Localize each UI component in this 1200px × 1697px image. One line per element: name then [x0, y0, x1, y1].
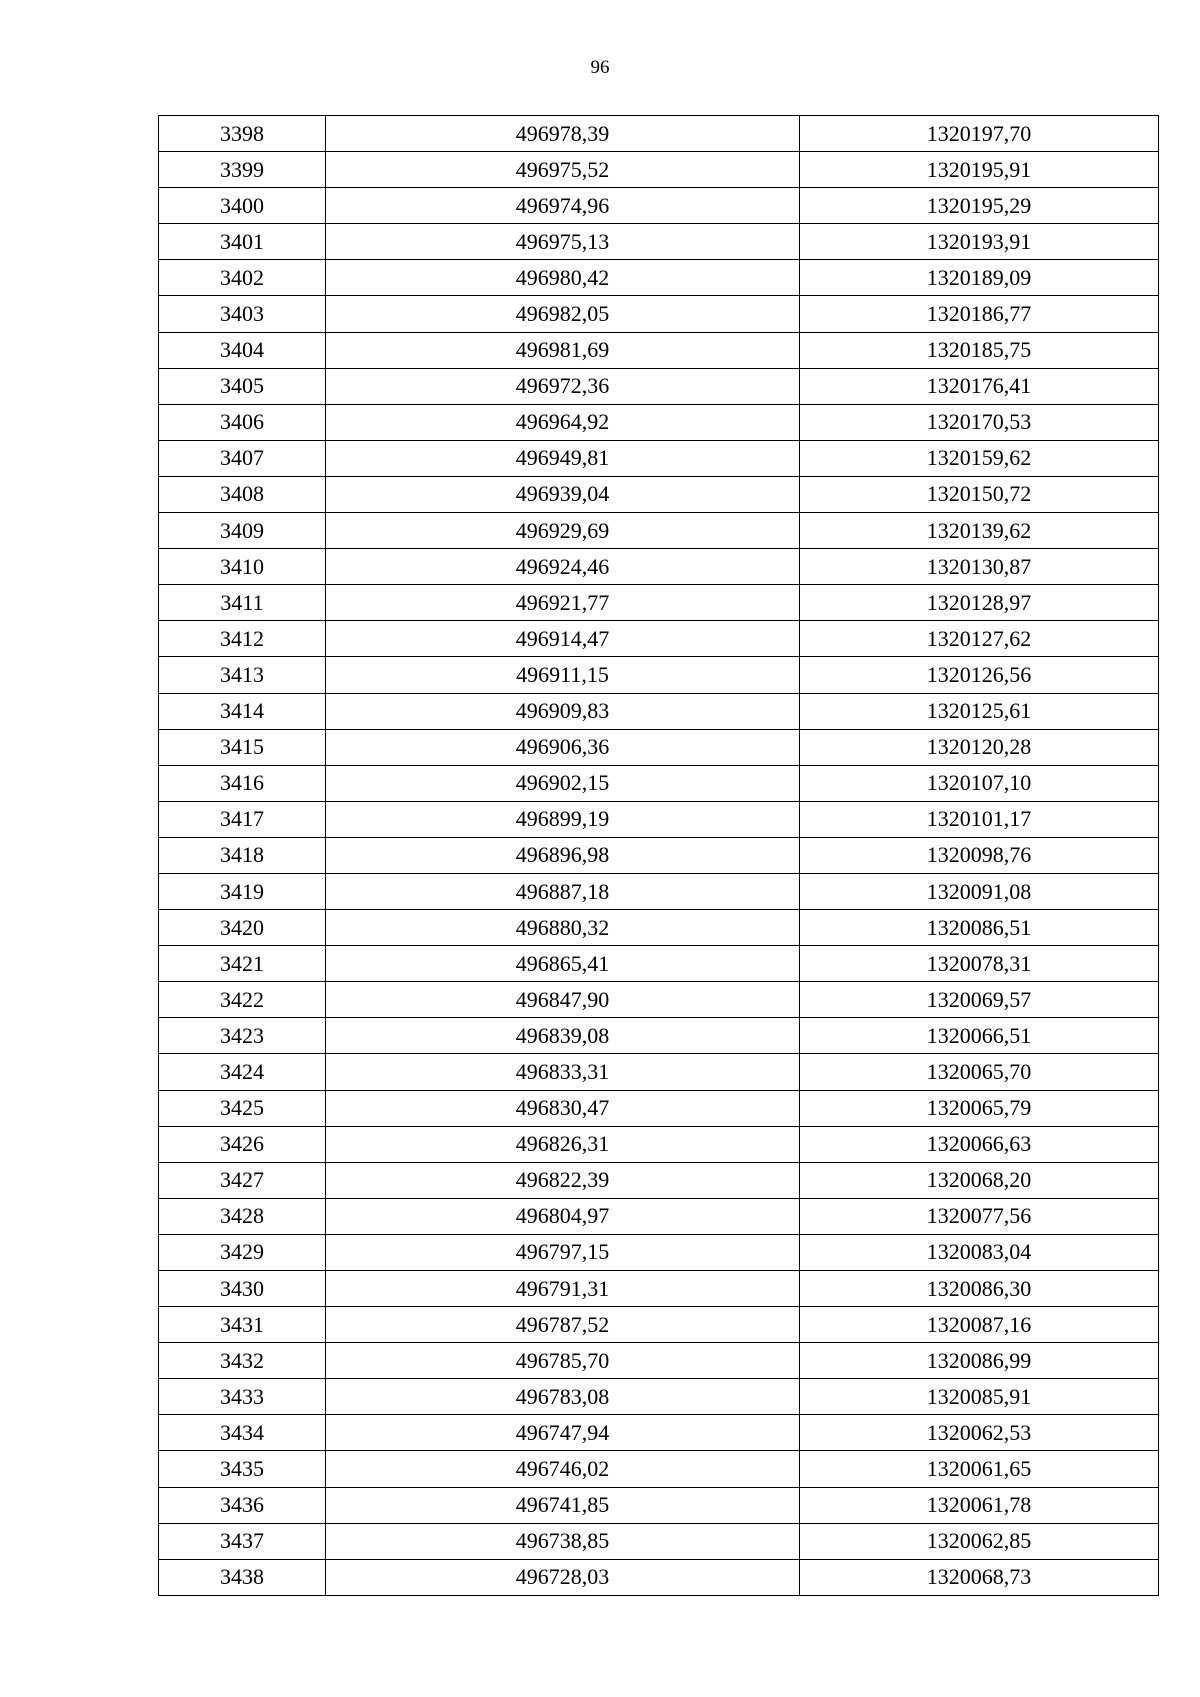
x-coordinate-cell: 496791,31	[326, 1271, 800, 1307]
y-coordinate-cell: 1320066,63	[800, 1126, 1159, 1162]
point-number-cell: 3415	[159, 729, 326, 765]
table-row	[159, 224, 1159, 260]
table-row	[159, 332, 1159, 368]
y-coordinate-cell: 1320065,79	[800, 1090, 1159, 1126]
point-number-cell: 3417	[159, 801, 326, 837]
y-coordinate-cell: 1320120,28	[800, 729, 1159, 765]
y-coordinate-cell: 1320062,85	[800, 1523, 1159, 1559]
point-number-cell: 3437	[159, 1523, 326, 1559]
page-number: 96	[590, 57, 610, 78]
y-coordinate-cell: 1320086,30	[800, 1271, 1159, 1307]
x-coordinate-cell: 496921,77	[326, 585, 800, 621]
y-coordinate-cell: 1320128,97	[800, 585, 1159, 621]
table-row	[159, 1234, 1159, 1270]
point-number-cell: 3438	[159, 1559, 326, 1595]
point-number-cell: 3418	[159, 837, 326, 873]
x-coordinate-cell: 496906,36	[326, 729, 800, 765]
point-number-cell: 3429	[159, 1234, 326, 1270]
x-coordinate-cell: 496738,85	[326, 1523, 800, 1559]
y-coordinate-cell: 1320189,09	[800, 260, 1159, 296]
x-coordinate-cell: 496747,94	[326, 1415, 800, 1451]
x-coordinate-cell: 496914,47	[326, 621, 800, 657]
table-row	[159, 585, 1159, 621]
point-number-cell: 3407	[159, 440, 326, 476]
y-coordinate-cell: 1320077,56	[800, 1198, 1159, 1234]
table-row	[159, 1415, 1159, 1451]
point-number-cell: 3398	[159, 116, 326, 152]
point-number-cell: 3425	[159, 1090, 326, 1126]
y-coordinate-cell: 1320085,91	[800, 1379, 1159, 1415]
x-coordinate-cell: 496822,39	[326, 1162, 800, 1198]
point-number-cell: 3411	[159, 585, 326, 621]
table-row	[159, 873, 1159, 909]
table-row	[159, 1343, 1159, 1379]
x-coordinate-cell: 496830,47	[326, 1090, 800, 1126]
y-coordinate-cell: 1320086,99	[800, 1343, 1159, 1379]
x-coordinate-cell: 496741,85	[326, 1487, 800, 1523]
table-row	[159, 729, 1159, 765]
point-number-cell: 3430	[159, 1271, 326, 1307]
y-coordinate-cell: 1320068,20	[800, 1162, 1159, 1198]
x-coordinate-cell: 496787,52	[326, 1307, 800, 1343]
table-row	[159, 549, 1159, 585]
table-row	[159, 693, 1159, 729]
point-number-cell: 3419	[159, 873, 326, 909]
x-coordinate-cell: 496929,69	[326, 513, 800, 549]
point-number-cell: 3431	[159, 1307, 326, 1343]
table-row	[159, 116, 1159, 152]
table-row	[159, 296, 1159, 332]
x-coordinate-cell: 496785,70	[326, 1343, 800, 1379]
x-coordinate-cell: 496975,52	[326, 152, 800, 188]
x-coordinate-cell: 496746,02	[326, 1451, 800, 1487]
table-row	[159, 1559, 1159, 1595]
table-row	[159, 657, 1159, 693]
y-coordinate-cell: 1320127,62	[800, 621, 1159, 657]
table-row	[159, 188, 1159, 224]
y-coordinate-cell: 1320130,87	[800, 549, 1159, 585]
y-coordinate-cell: 1320185,75	[800, 332, 1159, 368]
y-coordinate-cell: 1320086,51	[800, 910, 1159, 946]
y-coordinate-cell: 1320126,56	[800, 657, 1159, 693]
point-number-cell: 3427	[159, 1162, 326, 1198]
table-row	[159, 946, 1159, 982]
table-row	[159, 1487, 1159, 1523]
point-number-cell: 3412	[159, 621, 326, 657]
table-row	[159, 1379, 1159, 1415]
table-row	[159, 621, 1159, 657]
point-number-cell: 3433	[159, 1379, 326, 1415]
point-number-cell: 3426	[159, 1126, 326, 1162]
y-coordinate-cell: 1320159,62	[800, 440, 1159, 476]
coordinates-table	[158, 115, 1159, 1596]
table-row	[159, 152, 1159, 188]
point-number-cell: 3436	[159, 1487, 326, 1523]
point-number-cell: 3409	[159, 513, 326, 549]
y-coordinate-cell: 1320091,08	[800, 873, 1159, 909]
y-coordinate-cell: 1320061,78	[800, 1487, 1159, 1523]
point-number-cell: 3416	[159, 765, 326, 801]
y-coordinate-cell: 1320186,77	[800, 296, 1159, 332]
x-coordinate-cell: 496902,15	[326, 765, 800, 801]
table-row	[159, 1307, 1159, 1343]
point-number-cell: 3405	[159, 368, 326, 404]
y-coordinate-cell: 1320150,72	[800, 476, 1159, 512]
point-number-cell: 3413	[159, 657, 326, 693]
point-number-cell: 3421	[159, 946, 326, 982]
x-coordinate-cell: 496975,13	[326, 224, 800, 260]
table-row	[159, 1126, 1159, 1162]
y-coordinate-cell: 1320101,17	[800, 801, 1159, 837]
table-row	[159, 982, 1159, 1018]
x-coordinate-cell: 496839,08	[326, 1018, 800, 1054]
table-row	[159, 1271, 1159, 1307]
x-coordinate-cell: 496783,08	[326, 1379, 800, 1415]
table-row	[159, 1162, 1159, 1198]
y-coordinate-cell: 1320125,61	[800, 693, 1159, 729]
point-number-cell: 3400	[159, 188, 326, 224]
x-coordinate-cell: 496974,96	[326, 188, 800, 224]
table-row	[159, 910, 1159, 946]
y-coordinate-cell: 1320197,70	[800, 116, 1159, 152]
point-number-cell: 3434	[159, 1415, 326, 1451]
point-number-cell: 3410	[159, 549, 326, 585]
point-number-cell: 3432	[159, 1343, 326, 1379]
y-coordinate-cell: 1320078,31	[800, 946, 1159, 982]
table-row	[159, 513, 1159, 549]
y-coordinate-cell: 1320098,76	[800, 837, 1159, 873]
point-number-cell: 3402	[159, 260, 326, 296]
y-coordinate-cell: 1320061,65	[800, 1451, 1159, 1487]
y-coordinate-cell: 1320068,73	[800, 1559, 1159, 1595]
x-coordinate-cell: 496924,46	[326, 549, 800, 585]
point-number-cell: 3420	[159, 910, 326, 946]
point-number-cell: 3401	[159, 224, 326, 260]
table-row	[159, 1523, 1159, 1559]
table-row	[159, 260, 1159, 296]
x-coordinate-cell: 496880,32	[326, 910, 800, 946]
x-coordinate-cell: 496911,15	[326, 657, 800, 693]
x-coordinate-cell: 496728,03	[326, 1559, 800, 1595]
y-coordinate-cell: 1320062,53	[800, 1415, 1159, 1451]
point-number-cell: 3423	[159, 1018, 326, 1054]
x-coordinate-cell: 496865,41	[326, 946, 800, 982]
point-number-cell: 3404	[159, 332, 326, 368]
y-coordinate-cell: 1320193,91	[800, 224, 1159, 260]
table-row	[159, 476, 1159, 512]
x-coordinate-cell: 496972,36	[326, 368, 800, 404]
x-coordinate-cell: 496982,05	[326, 296, 800, 332]
x-coordinate-cell: 496826,31	[326, 1126, 800, 1162]
x-coordinate-cell: 496896,98	[326, 837, 800, 873]
table-row	[159, 368, 1159, 404]
point-number-cell: 3408	[159, 476, 326, 512]
x-coordinate-cell: 496949,81	[326, 440, 800, 476]
table-row	[159, 1054, 1159, 1090]
point-number-cell: 3435	[159, 1451, 326, 1487]
table-row	[159, 1090, 1159, 1126]
x-coordinate-cell: 496909,83	[326, 693, 800, 729]
point-number-cell: 3406	[159, 404, 326, 440]
point-number-cell: 3424	[159, 1054, 326, 1090]
y-coordinate-cell: 1320170,53	[800, 404, 1159, 440]
point-number-cell: 3422	[159, 982, 326, 1018]
table-row	[159, 1198, 1159, 1234]
y-coordinate-cell: 1320139,62	[800, 513, 1159, 549]
y-coordinate-cell: 1320087,16	[800, 1307, 1159, 1343]
y-coordinate-cell: 1320107,10	[800, 765, 1159, 801]
point-number-cell: 3399	[159, 152, 326, 188]
x-coordinate-cell: 496899,19	[326, 801, 800, 837]
table-row	[159, 837, 1159, 873]
y-coordinate-cell: 1320069,57	[800, 982, 1159, 1018]
point-number-cell: 3414	[159, 693, 326, 729]
table-row	[159, 1451, 1159, 1487]
x-coordinate-cell: 496797,15	[326, 1234, 800, 1270]
y-coordinate-cell: 1320065,70	[800, 1054, 1159, 1090]
table-row	[159, 801, 1159, 837]
x-coordinate-cell: 496978,39	[326, 116, 800, 152]
x-coordinate-cell: 496833,31	[326, 1054, 800, 1090]
x-coordinate-cell: 496939,04	[326, 476, 800, 512]
x-coordinate-cell: 496804,97	[326, 1198, 800, 1234]
y-coordinate-cell: 1320066,51	[800, 1018, 1159, 1054]
x-coordinate-cell: 496887,18	[326, 873, 800, 909]
y-coordinate-cell: 1320195,91	[800, 152, 1159, 188]
table-row	[159, 765, 1159, 801]
x-coordinate-cell: 496980,42	[326, 260, 800, 296]
x-coordinate-cell: 496847,90	[326, 982, 800, 1018]
x-coordinate-cell: 496981,69	[326, 332, 800, 368]
table-row	[159, 404, 1159, 440]
x-coordinate-cell: 496964,92	[326, 404, 800, 440]
y-coordinate-cell: 1320176,41	[800, 368, 1159, 404]
coordinates-table-body	[159, 116, 1159, 1596]
y-coordinate-cell: 1320195,29	[800, 188, 1159, 224]
table-row	[159, 1018, 1159, 1054]
table-row	[159, 440, 1159, 476]
point-number-cell: 3428	[159, 1198, 326, 1234]
point-number-cell: 3403	[159, 296, 326, 332]
y-coordinate-cell: 1320083,04	[800, 1234, 1159, 1270]
